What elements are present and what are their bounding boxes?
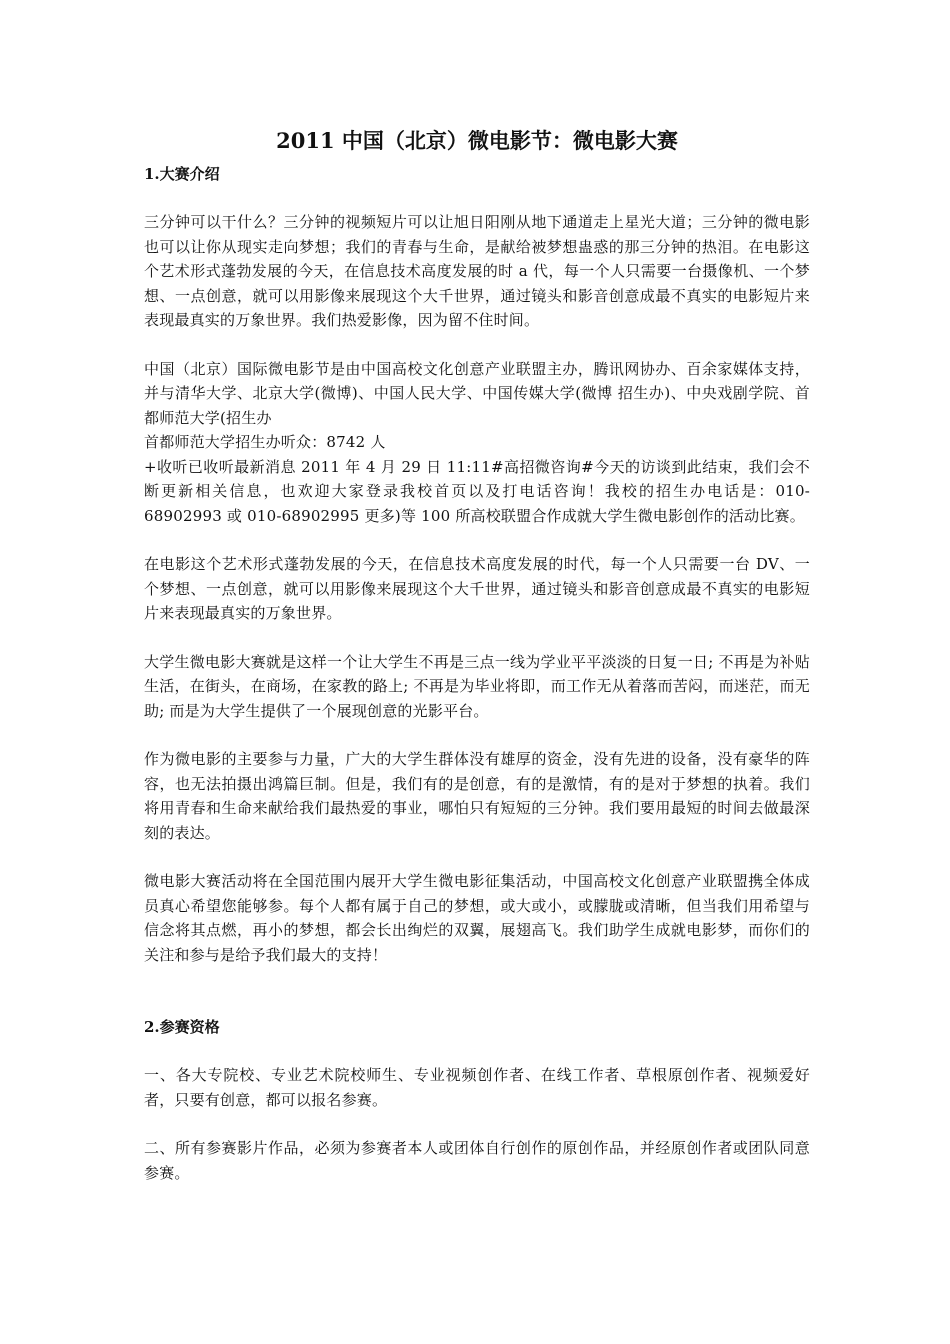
spacer — [144, 1039, 810, 1063]
spacer — [144, 528, 810, 552]
document-body — [144, 124, 810, 1185]
intro-paragraph-8: 微电影大赛活动将在全国范围内展开大学生微电影征集活动，中国高校文化创意产业联盟携全体成员真心希望您能够参。每个人都有属于自己的梦想，或大或小，或朦胧或清晰，但当我们用希望与信念将其点燃，再小的梦想，都会长出绚烂的双翼，展翅高飞。我们助学生成就电影梦，而你们的关注和参与是给予我们最大的支持！ — [144, 872, 810, 964]
spacer — [144, 723, 810, 747]
spacer — [144, 1112, 810, 1136]
spacer — [144, 845, 810, 869]
section-heading-intro: 1.大赛介绍 — [144, 165, 220, 183]
intro-paragraph-5: 在电影这个艺术形式蓬勃发展的今天，在信息技术高度发展的时代，每一个人只需要一台 DV、一个梦想、一点创意，就可以用影像来展现这个大千世界，通过镜头和影音创意成最不真实的电影短片来表现最真实的万象世界。 — [144, 555, 810, 622]
intro-paragraph-4: +收听已收听最新消息 2011 年 4 月 29 日 11:11#高招微咨询#今天的访谈到此结束，我们会不断更新相关信息，也欢迎大家登录我校首页以及打电话咨询！我校的招生办电话是：010-68902993 或 010-68902995 更多)等 100 所高校联盟合作成就大学生微电影创作的活动比赛。 — [144, 457, 810, 525]
intro-paragraph-3: 首都师范大学招生办听众：8742 人 — [144, 433, 386, 451]
intro-paragraph-7: 作为微电影的主要参与力量，广大的大学生群体没有雄厚的资金，没有先进的设备，没有豪华的阵容，也无法拍摄出鸿篇巨制。但是，我们有的是创意，有的是激情，有的是对于梦想的执着。我们将用青春和生命来献给我们最热爱的事业，哪怕只有短短的三分钟。我们要用最短的时间去做最深刻的表达。 — [144, 750, 810, 842]
document-title: 2011 中国（北京）微电影节：微电影大赛 — [276, 128, 678, 153]
section-heading-eligibility: 2.参赛资格 — [144, 1018, 220, 1036]
intro-paragraph-2: 中国（北京）国际微电影节是由中国高校文化创意产业联盟主办，腾讯网协办、百余家媒体支持，并与清华大学、北京大学(微博)、中国人民大学、中国传媒大学(微博 招生办)、中央戏剧学院、首都师范大学(招生办 — [144, 359, 810, 427]
spacer — [144, 186, 810, 210]
intro-paragraph-6: 大学生微电影大赛就是这样一个让大学生不再是三点一线为学业平平淡淡的日复一日; 不再是为补贴生活，在街头，在商场，在家教的路上; 不再是为毕业将即，而工作无从着落而苦闷，而迷茫，而无助; 而是为大学生提供了一个展现创意的光影平台。 — [144, 652, 810, 720]
spacer — [144, 967, 810, 1015]
eligibility-paragraph-1: 一、各大专院校、专业艺术院校师生、专业视频创作者、在线工作者、草根原创作者、视频爱好者，只要有创意，都可以报名参赛。 — [144, 1066, 810, 1109]
eligibility-paragraph-2: 二、所有参赛影片作品，必须为参赛者本人或团体自行创作的原创作品，并经原创作者或团队同意参赛。 — [144, 1139, 810, 1182]
spacer — [144, 333, 810, 357]
intro-paragraph-1: 三分钟可以干什么？三分钟的视频短片可以让旭日阳刚从地下通道走上星光大道；三分钟的微电影也可以让你从现实走向梦想；我们的青春与生命，是献给被梦想蛊惑的那三分钟的热泪。在电影这个艺术形式蓬勃发展的今天，在信息技术高度发展的时 a 代，每一个人只需要一台摄像机、一个梦想、一点创意，就可以用影像来展现这个大千世界，通过镜头和影音创意成最不真实的电影短片来表现最真实的万象世界。我们热爱影像，因为留不住时间。 — [144, 213, 810, 329]
spacer — [144, 626, 810, 650]
